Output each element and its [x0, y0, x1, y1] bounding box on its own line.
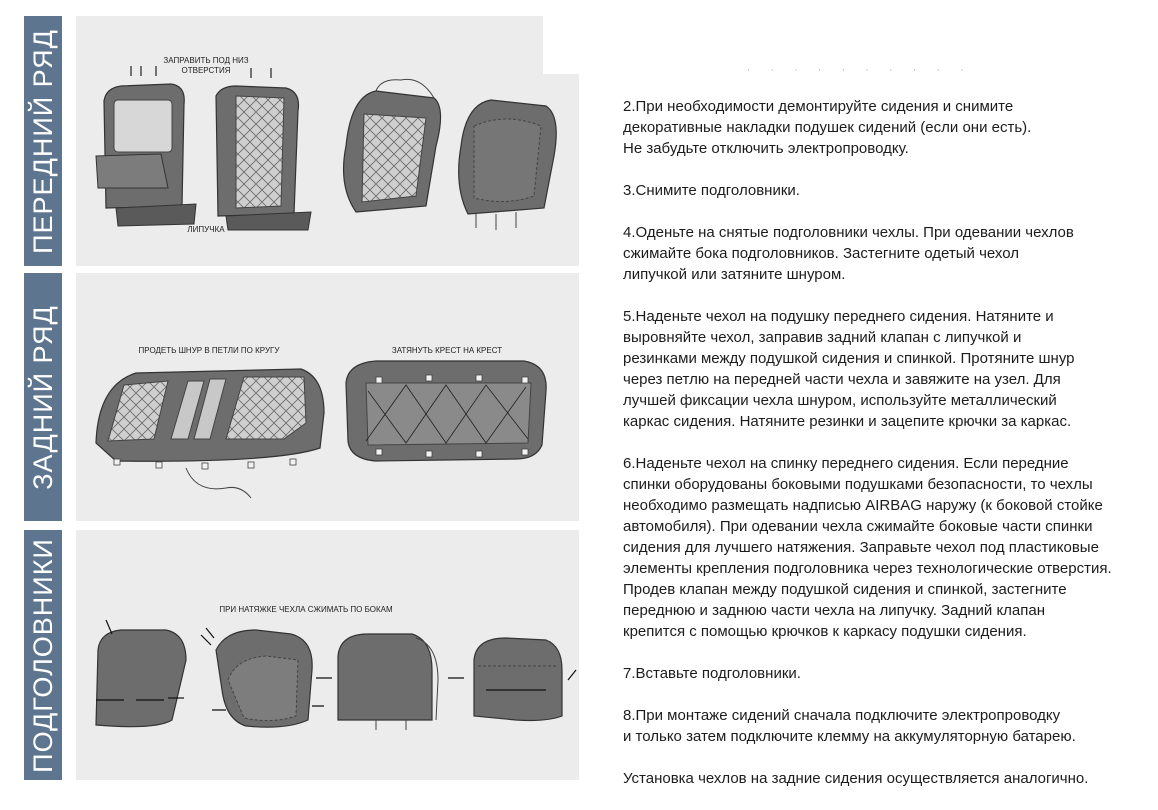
rear-row-illustration — [76, 273, 579, 521]
front-row-illustration-panel — [76, 16, 579, 266]
instructions-text — [623, 96, 1143, 810]
faint-dots: · · · · · · · · · · — [747, 66, 973, 76]
caption-velcro: ЛИПУЧКА — [187, 225, 225, 234]
tab-front-row — [24, 16, 62, 266]
caption-thread-cord: ПРОДЕТЬ ШНУР В ПЕТЛИ ПО КРУГУ — [138, 346, 280, 355]
tab-front-row-label: ПЕРЕДНИЙ РЯД — [27, 28, 58, 254]
instruction-step-6: 6.Наденьте чехол на спинку переднего сидения. Если передние спинки оборудованы боковыми подушками безопасности, то чехлы необходимо размещать надписью AIRBAG наружу (к боковой стойке автомобиля). При одевании чехла сжимайте боковые части спинки сидения для лучшего натяжения. Заправьте чехол под пластиковые элементы крепления подголовника через технологические отверстия. Продев клапан между подушкой сидения и спинкой, застегните переднюю и заднюю части чехла на липучку. Задний клапан крепится с помощью крючков к каркасу подушки сидения. — [623, 455, 1112, 640]
panel-corner-gap — [543, 16, 583, 74]
tab-headrests-label: ПОДГОЛОВНИКИ — [27, 537, 58, 773]
caption-tighten-cross: ЗАТЯНУТЬ КРЕСТ НА КРЕСТ — [391, 346, 503, 355]
instruction-step-5: 5.Наденьте чехол на подушку переднего сидения. Натяните и выровняйте чехол, заправив задний клапан с липучкой и резинками между подушкой сидения и спинкой. Протяните шнур через петлю на передней части чехла и завяжите на узел. Для лучшей фиксации чехла шнуром, используйте металлический каркас сидения. Натяните резинки и зацепите крючки за каркас. — [623, 308, 1075, 430]
caption-squeeze-sides: ПРИ НАТЯЖКЕ ЧЕХЛА СЖИМАТЬ ПО БОКАМ — [219, 605, 393, 614]
headrests-illustration-panel — [76, 530, 579, 780]
instruction-rear-note: Установка чехлов на задние сидения осуществляется аналогично. — [623, 770, 1089, 787]
instruction-step-8: 8.При монтаже сидений сначала подключите электропроводку и только затем подключите клемму на аккумуляторную батарею. — [623, 707, 1076, 745]
headrests-illustration — [76, 530, 579, 780]
caption-tuck-under: ЗАПРАВИТЬ ПОД НИЗ ОТВЕРСТИЯ — [163, 56, 249, 75]
instruction-step-3: 3.Снимите подголовники. — [623, 182, 800, 199]
front-row-illustration — [76, 16, 579, 266]
tab-headrests — [24, 530, 62, 780]
tab-rear-row-label: ЗАДНИЙ РЯД — [27, 304, 58, 490]
tab-rear-row — [24, 273, 62, 521]
rear-row-illustration-panel — [76, 273, 579, 521]
instruction-step-4: 4.Оденьте на снятые подголовники чехлы. При одевании чехлов сжимайте бока подголовников. Застегните одетый чехол липучкой или затяните шнуром. — [623, 224, 1074, 283]
instruction-step-7: 7.Вставьте подголовники. — [623, 665, 801, 682]
instruction-step-2: 2.При необходимости демонтируйте сидения и снимите декоративные накладки подушек сидений (если они есть). Не забудьте отключить электропроводку. — [623, 98, 1032, 157]
